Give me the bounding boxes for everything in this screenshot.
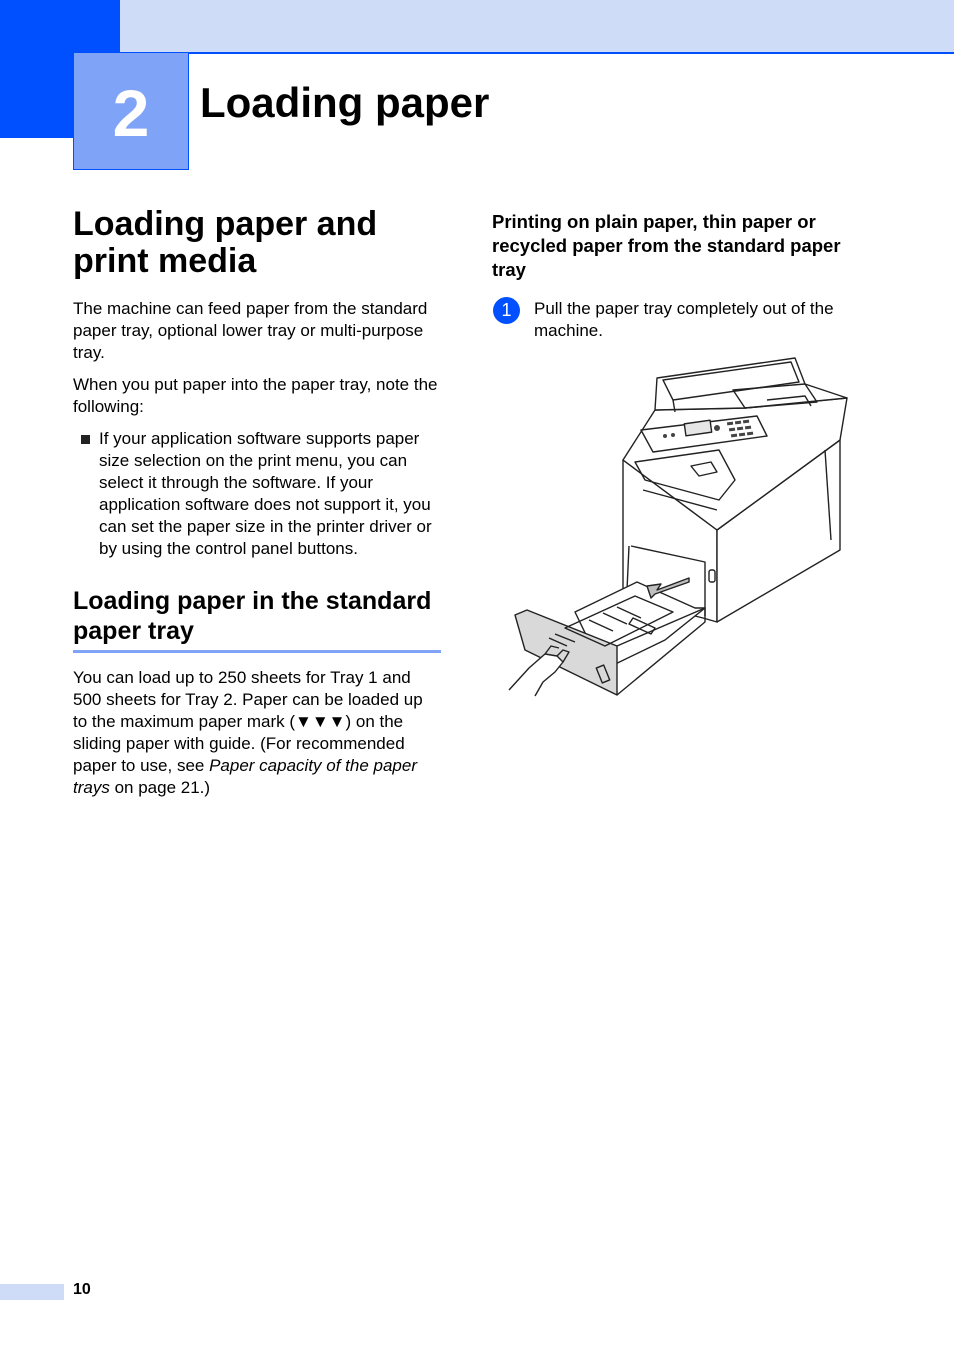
- procedure-heading: Printing on plain paper, thin paper or recycled paper from the standard paper tray: [492, 211, 841, 280]
- page-number: 10: [73, 1281, 91, 1298]
- right-column: [492, 210, 872, 342]
- step-text: Pull the paper tray completely out of the machine.: [534, 299, 834, 340]
- body-text-b: on page 21.): [109, 778, 211, 797]
- printer-tray-illustration: [505, 350, 855, 700]
- subsection-heading: Loading paper in the standard paper tray: [73, 587, 432, 645]
- footer-band: [0, 1284, 64, 1300]
- bullet-item: [73, 428, 441, 560]
- bullet-square-icon: [81, 435, 90, 444]
- header-band: [120, 0, 954, 52]
- subsection-rule: [73, 650, 441, 653]
- step-1: [492, 298, 872, 342]
- tray-capacity-paragraph: [73, 667, 441, 799]
- left-column: [73, 206, 441, 809]
- cross-reference-link[interactable]: Paper capacity of the paper trays: [73, 756, 418, 797]
- body-text-a: You can load up to 250 sheets for Tray 1 and 500 sheets for Tray 2. Paper can be loaded up to the maximum paper mark (▼▼▼) on the sliding paper with guide. (For recommended paper to use, see: [73, 668, 423, 775]
- chapter-number: 2: [112, 76, 150, 150]
- intro-paragraph: The machine can feed paper from the standard paper tray, optional lower tray or multi-purpose tray.: [73, 299, 428, 362]
- chapter-number-box: [73, 52, 189, 170]
- bullet-text: If your application software supports paper size selection on the print menu, you can select it through the software. If your application software does not support it, you can set the paper size in the printer driver or by using the control panel buttons.: [99, 429, 432, 558]
- section-heading: Loading paper and print media: [73, 205, 378, 280]
- chapter-title: Loading paper: [200, 79, 490, 126]
- note-paragraph: When you put paper into the paper tray, note the following:: [73, 375, 438, 416]
- step-number-badge: 1: [493, 297, 520, 324]
